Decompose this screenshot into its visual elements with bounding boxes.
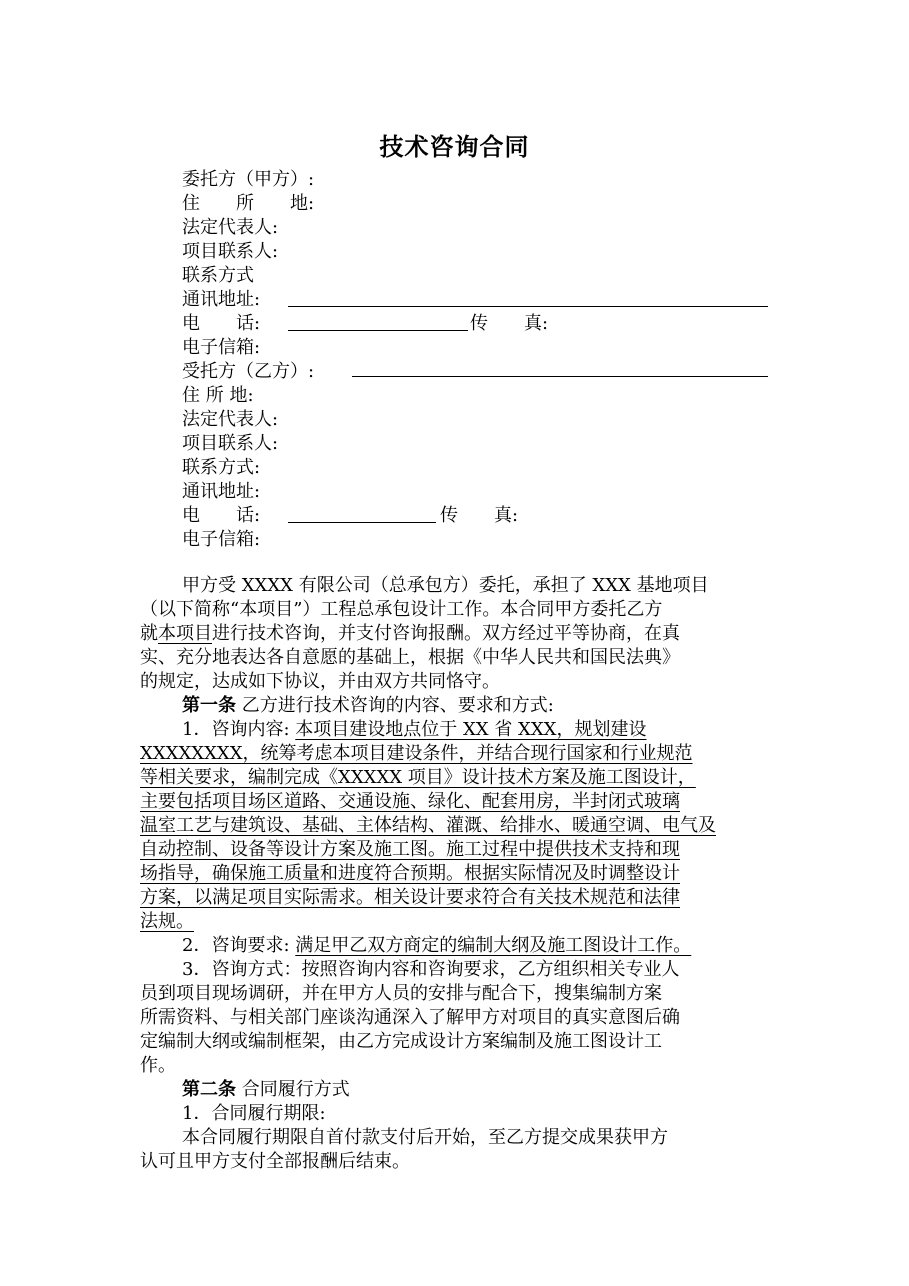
article-1-item-1-line-9: 法规。 xyxy=(140,911,194,932)
article-2-item-1-label: 1．合同履行期限: xyxy=(182,1103,326,1124)
preamble-project-link-text: 本项目 xyxy=(158,623,212,644)
party-a-email-label: 电子信箱: xyxy=(182,337,261,358)
preamble-line-2: （以下简称“本项目”）工程总承包设计工作。本合同甲方委托乙方 xyxy=(140,599,663,620)
party-b-mail-address-label: 通讯地址: xyxy=(182,481,261,502)
article-1-item-1-line-1 xyxy=(182,718,647,742)
party-b-contact-person-label: 项目联系人: xyxy=(182,433,279,454)
article-2-line-1: 本合同履行期限自首付款支付后开始，至乙方提交成果获甲方 xyxy=(182,1127,668,1148)
article-1-item-1-line-7: 场指导，确保施工质量和进度符合预期。根据实际情况及时调整设计 xyxy=(140,863,680,884)
article-1-item-3-line-2: 员到项目现场调研，并在甲方人员的安排与配合下，搜集编制方案 xyxy=(140,983,662,1004)
party-a-contact-method-label: 联系方式 xyxy=(182,265,254,286)
party-a-mail-address-label: 通讯地址: xyxy=(182,289,261,310)
party-a-fax-label: 传 真: xyxy=(470,313,549,334)
article-1-item-1-line-8: 方案，以满足项目实际需求。相关设计要求符合有关技术规范和法律 xyxy=(140,887,680,908)
article-1-item-2-label: 2．咨询要求: xyxy=(182,935,290,956)
party-b-name-blank xyxy=(352,376,768,377)
preamble-line-1: 甲方受 XXXX 有限公司（总承包方）委托，承担了 XXX 基地项目 xyxy=(182,575,709,596)
article-1-item-1-label: 1．咨询内容: xyxy=(182,719,290,740)
preamble-line-4: 实、充分地表达各自意愿的基础上，根据《中华人民共和国民法典》 xyxy=(140,647,680,668)
party-a-mail-address-blank xyxy=(288,306,768,307)
party-b-heading: 受托方（乙方）: xyxy=(182,361,315,382)
article-1-item-3-line-3: 所需资料、与相关部门座谈沟通深入了解甲方对项目的真实意图后确 xyxy=(140,1007,680,1028)
preamble-line-5: 的规定，达成如下协议，并由双方共同恪守。 xyxy=(140,671,500,692)
article-1-item-3-line-4: 定编制大纲或编制框架，由乙方完成设计方案编制及施工图设计工 xyxy=(140,1031,662,1052)
party-a-phone-label: 电 话: xyxy=(182,313,261,334)
article-1-item-1-line-2: XXXXXXXX，统筹考虑本项目建设条件，并结合现行国家和行业规范 xyxy=(140,743,693,764)
party-b-email-label: 电子信箱: xyxy=(182,529,261,550)
party-a-phone-blank xyxy=(288,330,468,331)
article-1-item-1-line-6: 自动控制、设备等设计方案及施工图。施工过程中提供技术支持和现 xyxy=(140,839,680,860)
article-1-heading: 第一条 xyxy=(182,695,236,716)
article-1-item-2-text: 满足甲乙双方商定的编制大纲及施工图设计工作。 xyxy=(295,935,692,956)
party-b-address-label: 住 所 地: xyxy=(182,385,254,406)
preamble-prefix: 就 xyxy=(140,623,158,644)
party-b-legal-rep-label: 法定代表人: xyxy=(182,409,279,430)
party-b-phone-label: 电 话: xyxy=(182,505,261,526)
article-1-item-2-line xyxy=(182,934,691,958)
article-2-line-2: 认可且甲方支付全部报酬后结束。 xyxy=(140,1151,410,1172)
article-2-heading: 第二条 xyxy=(182,1079,236,1100)
preamble-line-3 xyxy=(140,622,680,646)
article-1-item-1-line-3: 等相关要求，编制完成《XXXXX 项目》设计技术方案及施工图设计， xyxy=(140,767,696,788)
party-b-phone-blank xyxy=(288,522,436,523)
article-1-item-1-line-4: 主要包括项目场区道路、交通设施、绿化、配套用房，半封闭式玻璃 xyxy=(140,791,680,812)
party-b-fax-label: 传 真: xyxy=(440,505,519,526)
party-a-heading: 委托方（甲方）: xyxy=(182,169,315,190)
article-1-text: 乙方进行技术咨询的内容、要求和方式: xyxy=(241,695,554,716)
article-1-item-3-line-5: 作。 xyxy=(140,1055,176,1076)
article-2-heading-line xyxy=(182,1078,350,1102)
document-title: 技术咨询合同 xyxy=(379,133,530,161)
article-1-item-3-line-1: 3．咨询方式：按照咨询内容和咨询要求，乙方组织相关专业人 xyxy=(182,959,680,980)
party-a-contact-person-label: 项目联系人: xyxy=(182,241,279,262)
article-1-item-1-text-0: 本项目建设地点位于 XX 省 XXX，规划建设 xyxy=(295,719,647,740)
party-b-contact-method-label: 联系方式: xyxy=(182,457,261,478)
article-1-heading-line xyxy=(182,694,554,718)
article-1-item-1-line-5: 温室工艺与建筑设、基础、主体结构、灌溉、给排水、暖通空调、电气及 xyxy=(140,815,716,836)
party-a-legal-rep-label: 法定代表人: xyxy=(182,217,279,238)
article-2-text: 合同履行方式 xyxy=(241,1079,350,1100)
preamble-line-3-rest: 进行技术咨询，并支付咨询报酬。双方经过平等协商，在真 xyxy=(212,623,680,644)
party-a-address-label: 住 所 地: xyxy=(182,193,315,214)
